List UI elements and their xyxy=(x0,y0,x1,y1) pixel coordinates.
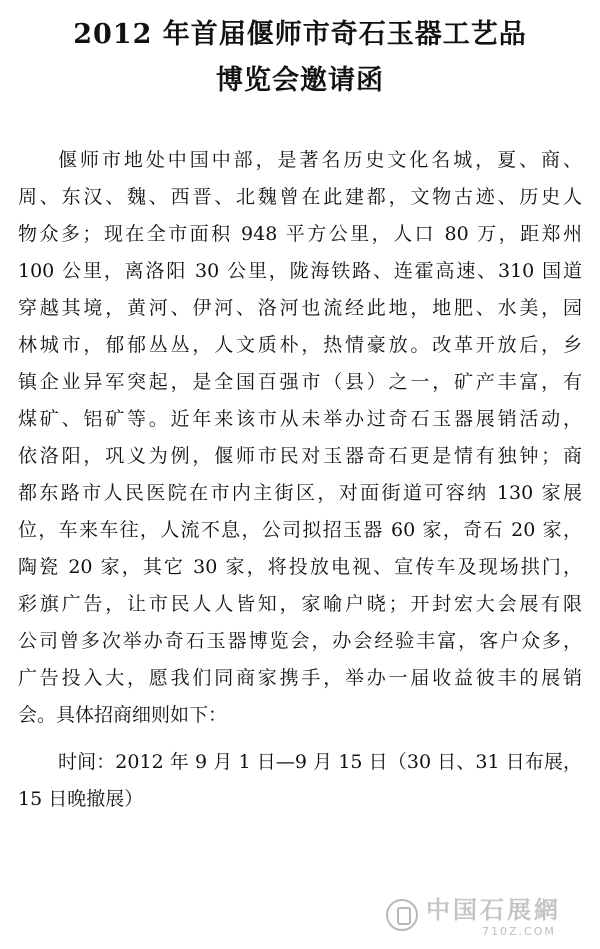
body-line: 位，车来车往，人流不息，公司拟招玉器 60 家，奇石 20 家， xyxy=(18,519,582,541)
schedule-line: 15 日晚撤展） xyxy=(18,788,144,810)
body-line: 周、东汉、魏、西晋、北魏曾在此建都，文物古迹、历史人 xyxy=(18,186,582,208)
body-line: 都东路市人民医院在市内主街区，对面街道可容纳 130 家展 xyxy=(18,482,582,504)
body-line: 林城市，郁郁丛丛，人文质朴，热情豪放。改革开放后，乡 xyxy=(18,334,582,356)
body-line: 煤矿、铝矿等。近年来该市从未举办过奇石玉器展销活动， xyxy=(18,408,582,430)
document-title-line-1: 2012 年首届偃师市奇石玉器工艺品 xyxy=(73,19,527,50)
schedule-line: 时间：2012 年 9 月 1 日—9 月 15 日（30 日、31 日布展， xyxy=(58,751,582,773)
watermark-text: 中国石展網 xyxy=(426,895,561,924)
document-title-line-2: 博览会邀请函 xyxy=(216,65,384,96)
watermark-domain: 710Z.COM xyxy=(482,925,556,938)
seal-icon xyxy=(386,899,418,931)
body-line: 偃师市地处中国中部，是著名历史文化名城，夏、商、 xyxy=(58,149,582,171)
body-line: 陶瓷 20 家，其它 30 家，将投放电视、宣传车及现场拱门， xyxy=(18,556,582,578)
body-line: 公司曾多次举办奇石玉器博览会，办会经验丰富，客户众多， xyxy=(18,630,582,652)
body-line: 镇企业异军突起，是全国百强市（县）之一，矿产丰富，有 xyxy=(18,371,582,393)
body-line: 会。具体招商细则如下： xyxy=(18,704,228,726)
body-line: 100 公里，离洛阳 30 公里，陇海铁路、连霍高速、310 国道 xyxy=(18,260,582,282)
body-line: 广告投入大，愿我们同商家携手，举办一届收益彼丰的展销 xyxy=(18,667,582,689)
body-line: 物众多；现在全市面积 948 平方公里，人口 80 万，距郑州 xyxy=(18,223,582,245)
body-line: 穿越其境，黄河、伊河、洛河也流经此地，地肥、水美，园 xyxy=(18,297,582,319)
body-line: 依洛阳，巩义为例，偃师市民对玉器奇石更是情有独钟；商 xyxy=(18,445,582,467)
body-line: 彩旗广告，让市民人人皆知，家喻户晓；开封宏大会展有限 xyxy=(18,593,582,615)
site-watermark xyxy=(386,895,586,941)
